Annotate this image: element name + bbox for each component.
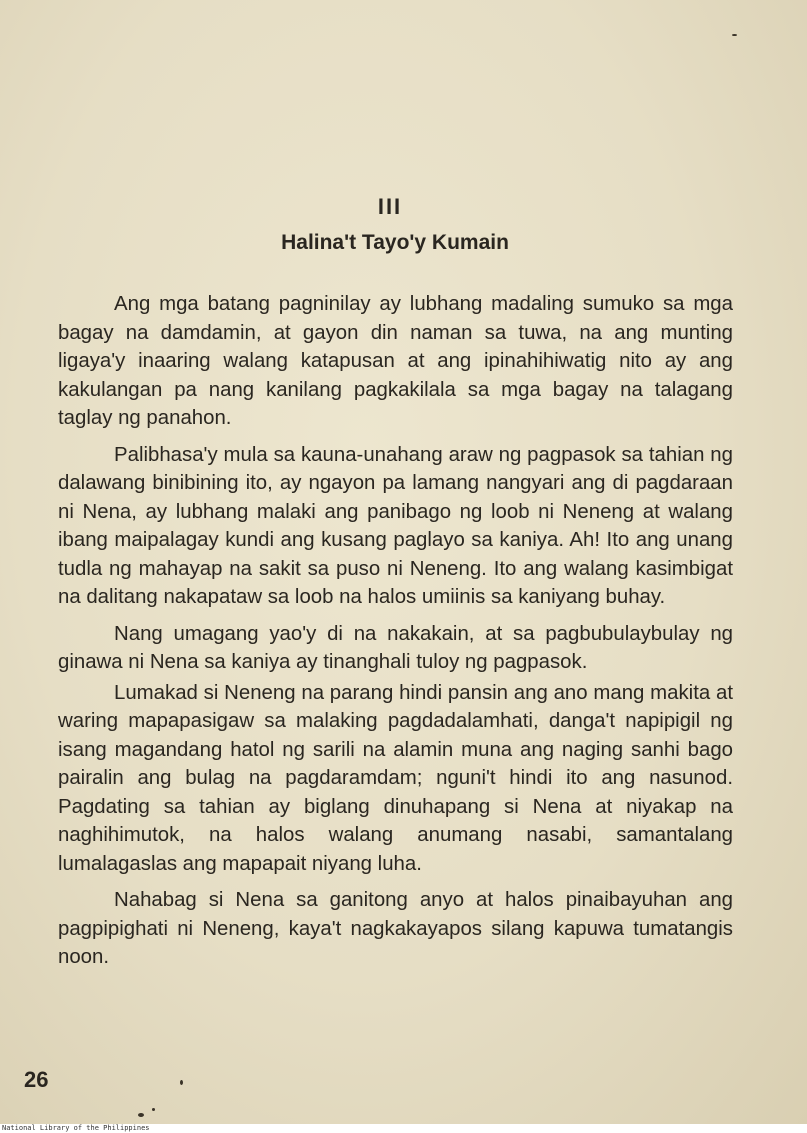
ink-speck (180, 1080, 183, 1085)
paragraph: Palibhasa'y mula sa kauna-unahang araw ng pagpasok sa tahian ng dalawang binibining ito, ay ngayon pa lamang nangyari ang di pagdaraan ni Nena, ay lubhang malaki ang panibago ng loob ni Neneng at walang ibang maipalagay kundi ang kusang paglayo sa kaniya. Ah! Ito ang unang tudla ng mahayap na sakit sa puso ni Neneng. Ito ang walang kasimbigat na dalitang nakapataw sa loob na halos umiinis sa kaniyang buhay. (58, 443, 733, 608)
ink-speck (152, 1108, 155, 1111)
paragraph: Nahabag si Nena sa ganitong anyo at halos pinaibayuhan ang pagpipighati ni Neneng, kaya't nagkakayapos silang kapuwa tumatangis noon. (58, 889, 733, 968)
ink-speck (732, 34, 737, 36)
footer-credit: National Library of the Philippines (0, 1124, 807, 1133)
chapter-number: III (377, 194, 403, 219)
paragraph: Nang umagang yao'y di na nakakain, at sa pagbubulaybulay ng ginawa ni Nena sa kaniya ay tinanghali tuloy ng pagpasok. (58, 622, 733, 673)
paragraph: Ang mga batang pagninilay ay lubhang madaling sumuko sa mga bagay na damdamin, at gayon din naman sa tuwa, na ang munting ligaya'y inaaring walang katapusan at ang ipinahihiwatig nito ay ang kakulangan pa nang kanilang pagkakilala sa mga bagay na talagang taglay ng panahon. (58, 293, 733, 429)
body-text (58, 290, 733, 980)
paragraph: Lumakad si Neneng na parang hindi pansin ang ano mang makita at waring mapapasigaw sa malaking pagdadalamhati, danga't napipigil ng isang magandang hatol ng sarili na alamin muna ang naging sanhi bago pairalin ang bulag na pagdaramdam; nguni't hindi ito ang nasunod. Pagdating sa tahian ay biglang dinuhapang si Nena at niyakap na naghihimutok, na halos walang anumang nasabi, samantalang lumalagaslas ang mapapait niyang luha. (58, 681, 733, 875)
page-number: 26 (24, 1067, 49, 1092)
ink-speck (138, 1113, 144, 1117)
chapter-title: Halina't Tayo'y Kumain (281, 231, 509, 254)
